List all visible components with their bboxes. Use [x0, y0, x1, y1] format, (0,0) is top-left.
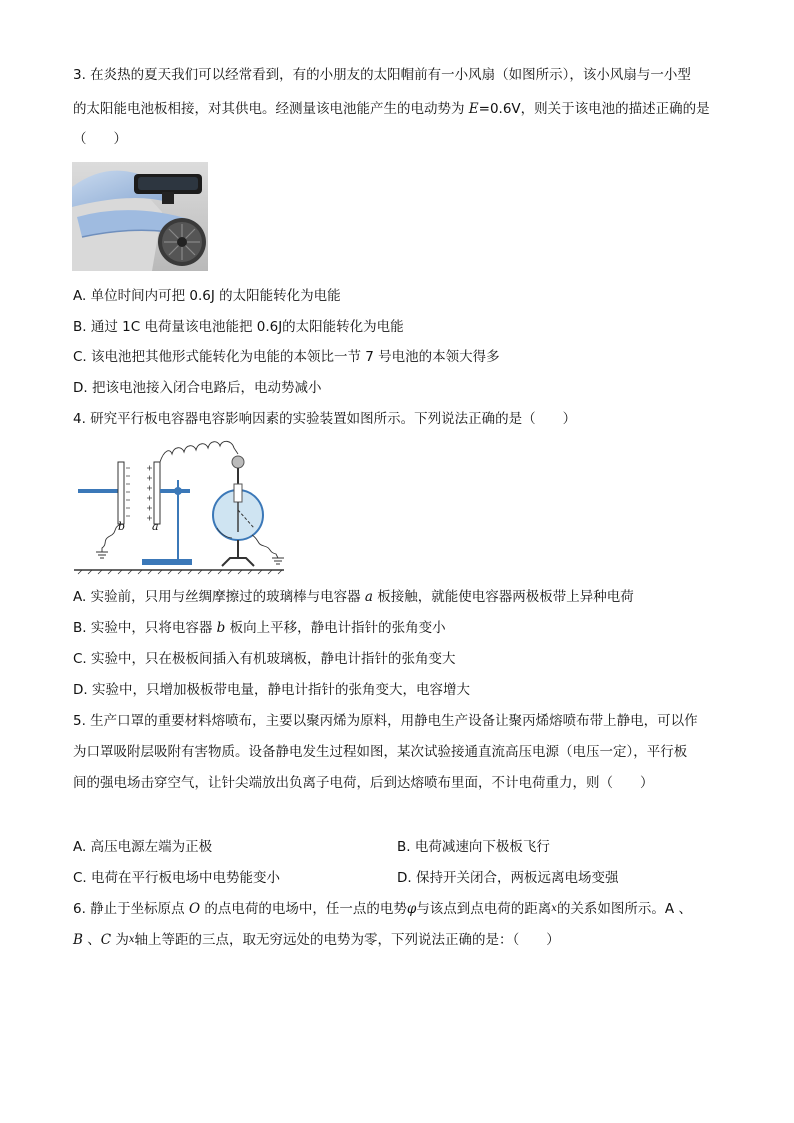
q4-stem: 4. 研究平行板电容器电容影响因素的实验装置如图所示。下列说法正确的是（ ） [73, 411, 577, 427]
q6-stem-line-2 [73, 931, 560, 949]
q3-answer-blank: （ ） [73, 131, 127, 147]
q6-var-x-2: x [128, 934, 135, 945]
q6-text-5: 、 [82, 932, 101, 948]
q6-var-x: x [551, 903, 557, 914]
q5-stem-line-1: 5. 生产口罩的重要材料熔喷布，主要以聚丙烯为原料，用静电生产设备让聚丙烯熔喷布带上静电，可以作 [73, 713, 698, 729]
q3-stem-line-1: 3. 在炎热的夏天我们可以经常看到，有的小朋友的太阳帽前有一小风扇（如图所示），该小风扇与一小型 [73, 67, 691, 83]
q5-option-a: A. 高压电源左端为正极 [73, 839, 213, 855]
capacitor-electrometer-diagram [72, 440, 287, 576]
q6-text-7: 轴上等距的三点，取无穷远处的电势为零，下列说法正确的是：（ ） [134, 932, 560, 948]
q5-option-c: C. 电荷在平行板电场中电势能变小 [73, 870, 281, 886]
q5-stem-line-3: 间的强电场击穿空气，让针尖端放出负离子电荷，后到达熔喷布里面，不计电荷重力，则（ ） [73, 775, 654, 791]
q4-option-b-text: B. 实验中，只将电容器 [73, 620, 217, 636]
q3-stem-line-2 [73, 100, 710, 118]
q6-var-b: B [73, 932, 83, 948]
q6-text-3: 与该点到点电荷的距离 [416, 901, 552, 917]
q6-text-4: 的关系如图所示。A 、 [556, 901, 692, 917]
q4-option-b-var: b [216, 620, 226, 636]
q3-option-b: B. 通过 1C 电荷量该电池能把 0.6J的太阳能转化为电能 [73, 319, 404, 335]
q6-text-1: 6. 静止于坐标原点 [73, 901, 189, 917]
q5-option-b: B. 电荷减速向下极板飞行 [397, 839, 550, 855]
q4-option-a-text-2: 板接触，就能使电容器两极板带上异种电荷 [372, 589, 634, 605]
q5-stem-line-2: 为口罩吸附层吸附有害物质。设备静电发生过程如图，某次试验接通直流高压电源（电压一定），平行板 [73, 744, 688, 760]
q3-stem-text: 的太阳能电池板相接，对其供电。经测量该电池能产生的电动势为 [73, 101, 469, 117]
q3-stem-text-2: =0.6V，则关于该电池的描述正确的是 [478, 101, 710, 117]
q6-var-c: C [100, 932, 112, 948]
q4-option-d: D. 实验中，只增加极板带电量，静电计指针的张角变大，电容增大 [73, 682, 470, 698]
q4-option-c: C. 实验中，只在极板间插入有机玻璃板，静电计指针的张角变大 [73, 651, 456, 667]
q3-option-c: C. 该电池把其他形式能转化为电能的本领比一节 7 号电池的本领大得多 [73, 349, 500, 365]
plate-b-label: b [118, 520, 126, 533]
q6-var-phi: φ [406, 901, 417, 917]
q6-stem-line-1 [73, 900, 692, 918]
q5-option-d: D. 保持开关闭合，两板远离电场变强 [397, 870, 619, 886]
q3-variable-e: E [468, 101, 479, 117]
q4-option-b [73, 619, 446, 637]
q4-option-a-text: A. 实验前，只用与丝绸摩擦过的玻璃棒与电容器 [73, 589, 365, 605]
q4-option-b-text-2: 板向上平移，静电计指针的张角变小 [225, 620, 446, 636]
solar-fan-hat-photo [72, 162, 208, 271]
q3-option-a: A. 单位时间内可把 0.6J 的太阳能转化为电能 [73, 288, 341, 304]
q4-option-a-var: a [364, 589, 373, 605]
q6-text-6: 为 [111, 932, 129, 948]
q6-text-2: 的点电荷的电场中，任一点的电势 [200, 901, 407, 917]
plate-a-label: a [152, 520, 159, 533]
q3-option-d: D. 把该电池接入闭合电路后，电动势减小 [73, 380, 322, 396]
q6-var-o: O [188, 901, 201, 917]
q4-option-a [73, 588, 634, 606]
